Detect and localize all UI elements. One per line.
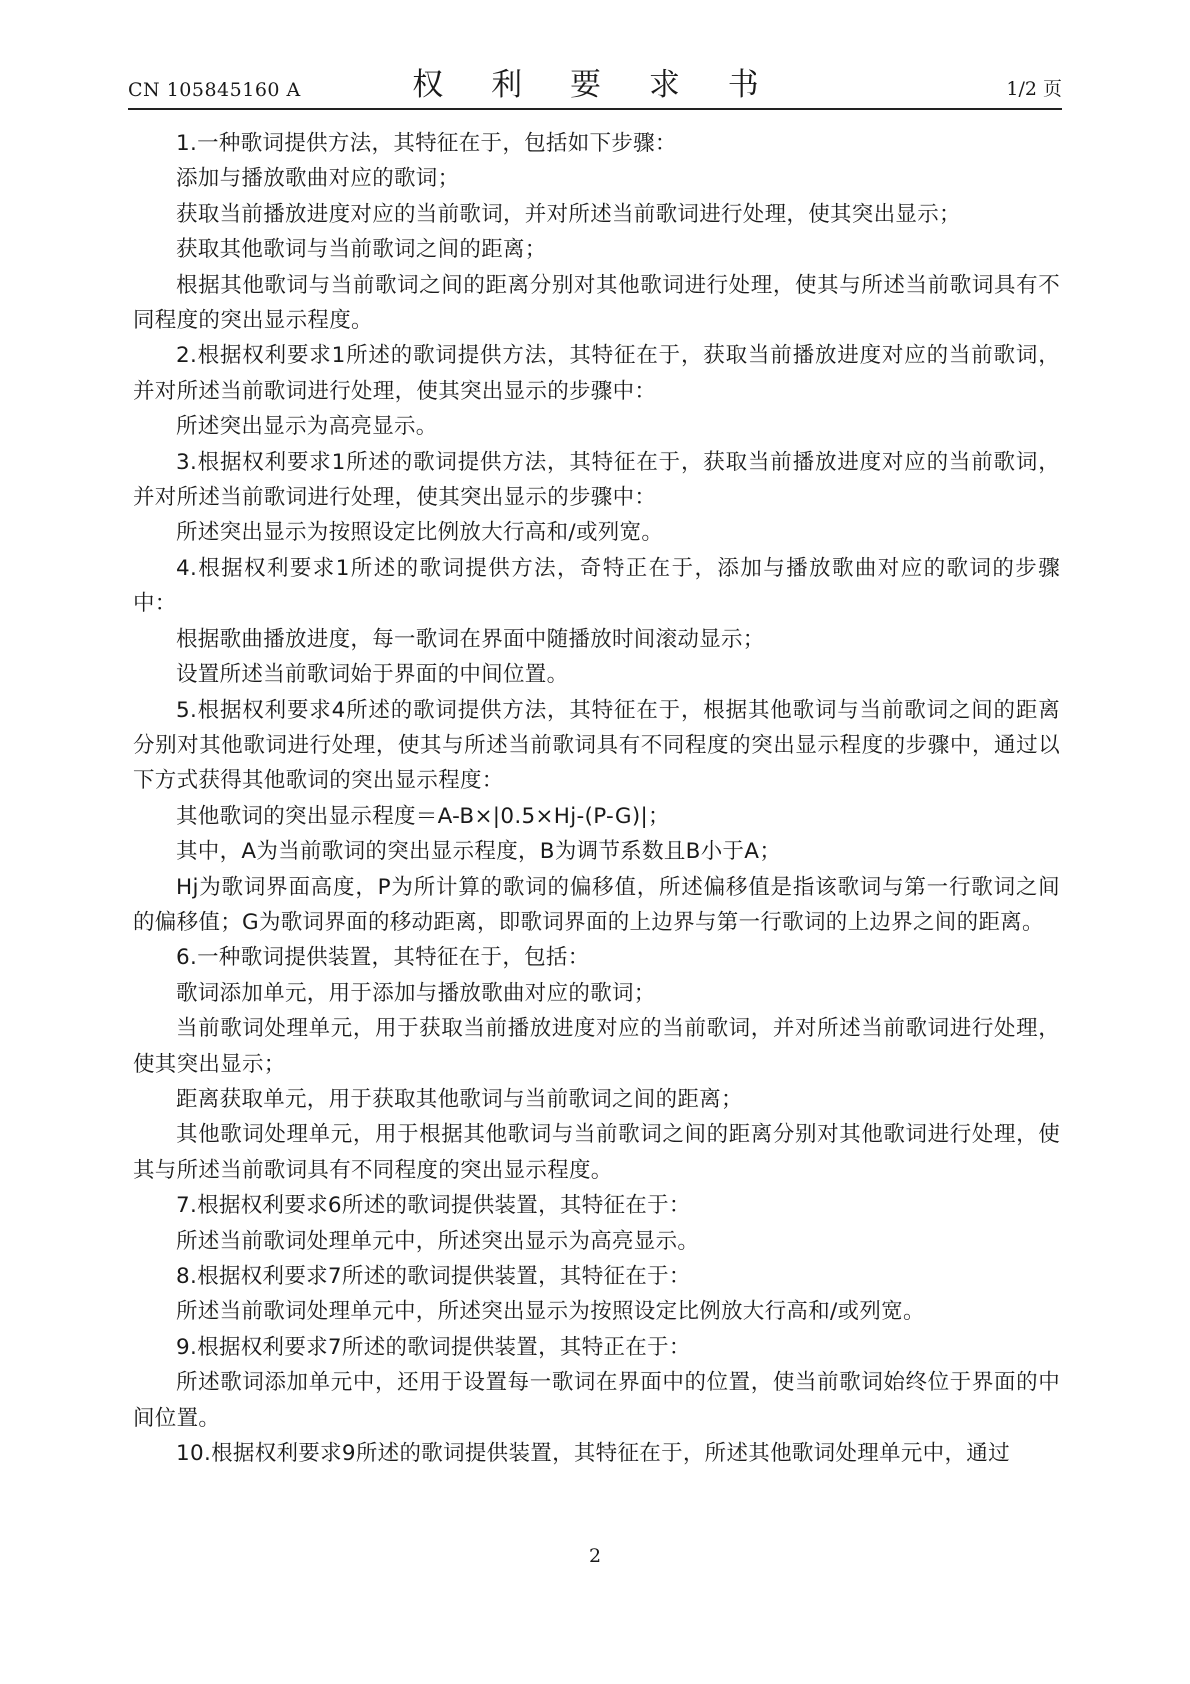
claim-paragraph: 其他歌词处理单元，用于根据其他歌词与当前歌词之间的距离分别对其他歌词进行处理，使其与所述当前歌词具有不同程度的突出显示程度。 (133, 1122, 1060, 1183)
claim-paragraph: 所述当前歌词处理单元中，所述突出显示为按照设定比例放大行高和/或列宽。 (176, 1299, 925, 1325)
document-title: 权 利 要 求 书 (412, 67, 778, 103)
patent-number: CN 105845160 A (128, 79, 301, 101)
claim-paragraph: 10.根据权利要求9所述的歌词提供装置，其特征在于，所述其他歌词处理单元中，通过 (176, 1441, 1010, 1467)
document-header (128, 62, 1062, 110)
claim-paragraph: 所述当前歌词处理单元中，所述突出显示为高亮显示。 (176, 1228, 700, 1254)
claim-paragraph: 7.根据权利要求6所述的歌词提供装置，其特征在于： (176, 1193, 691, 1219)
claim-paragraph: 其中，A为当前歌词的突出显示程度，B为调节系数且B小于A； (176, 839, 782, 865)
claim-paragraph: 2.根据权利要求1所述的歌词提供方法，其特征在于，获取当前播放进度对应的当前歌词，并对所述当前歌词进行处理，使其突出显示的步骤中： (133, 343, 1060, 404)
claim-paragraph: 当前歌词处理单元，用于获取当前播放进度对应的当前歌词，并对所述当前歌词进行处理，使其突出显示； (133, 1016, 1060, 1077)
page-indicator: 1/2 页 (1006, 78, 1062, 100)
page-number: 2 (588, 1545, 602, 1567)
claims-body (133, 126, 1060, 1471)
claim-paragraph: 根据其他歌词与当前歌词之间的距离分别对其他歌词进行处理，使其与所述当前歌词具有不同程度的突出显示程度。 (133, 272, 1060, 334)
claim-paragraph: 设置所述当前歌词始于界面的中间位置。 (176, 662, 569, 688)
formula-line: 其他歌词的突出显示程度＝A-B×|0.5×Hj-(P-G)|； (176, 803, 670, 829)
claim-paragraph: 9.根据权利要求7所述的歌词提供装置，其特正在于： (176, 1334, 691, 1360)
claim-paragraph: 添加与播放歌曲对应的歌词； (176, 166, 460, 192)
claim-paragraph: 获取其他歌词与当前歌词之间的距离； (176, 237, 547, 263)
claim-paragraph: 1.一种歌词提供方法，其特征在于，包括如下步骤： (176, 131, 677, 156)
claim-paragraph: 所述突出显示为按照设定比例放大行高和/或列宽。 (176, 520, 664, 546)
claim-paragraph: 所述突出显示为高亮显示。 (176, 414, 438, 440)
claim-paragraph: 3.根据权利要求1所述的歌词提供方法，其特征在于，获取当前播放进度对应的当前歌词，并对所述当前歌词进行处理，使其突出显示的步骤中： (133, 449, 1060, 511)
claim-paragraph: 5.根据权利要求4所述的歌词提供方法，其特征在于，根据其他歌词与当前歌词之间的距离分别对其他歌词进行处理，使其与所述当前歌词具有不同程度的突出显示程度的步骤中，通过以下方式获得其他歌词的突出显示程度： (133, 697, 1060, 794)
claim-paragraph: 8.根据权利要求7所述的歌词提供装置，其特征在于： (176, 1264, 691, 1289)
claim-paragraph: 距离获取单元，用于获取其他歌词与当前歌词之间的距离； (176, 1086, 743, 1112)
claim-paragraph: 根据歌曲播放进度，每一歌词在界面中随播放时间滚动显示； (176, 626, 765, 652)
claim-paragraph: 6.一种歌词提供装置，其特征在于，包括： (176, 945, 590, 971)
claim-paragraph: 歌词添加单元，用于添加与播放歌曲对应的歌词； (176, 980, 656, 1006)
claim-paragraph: 所述歌词添加单元中，还用于设置每一歌词在界面中的位置，使当前歌词始终位于界面的中间位置。 (133, 1370, 1060, 1431)
claim-paragraph: 获取当前播放进度对应的当前歌词，并对所述当前歌词进行处理，使其突出显示； (176, 201, 961, 227)
claim-paragraph: Hj为歌词界面高度，P为所计算的歌词的偏移值，所述偏移值是指该歌词与第一行歌词之间的偏移值；G为歌词界面的移动距离，即歌词界面的上边界与第一行歌词的上边界之间的距离。 (133, 874, 1060, 935)
claim-paragraph: 4.根据权利要求1所述的歌词提供方法，奇特正在于，添加与播放歌曲对应的歌词的步骤中： (133, 555, 1060, 617)
